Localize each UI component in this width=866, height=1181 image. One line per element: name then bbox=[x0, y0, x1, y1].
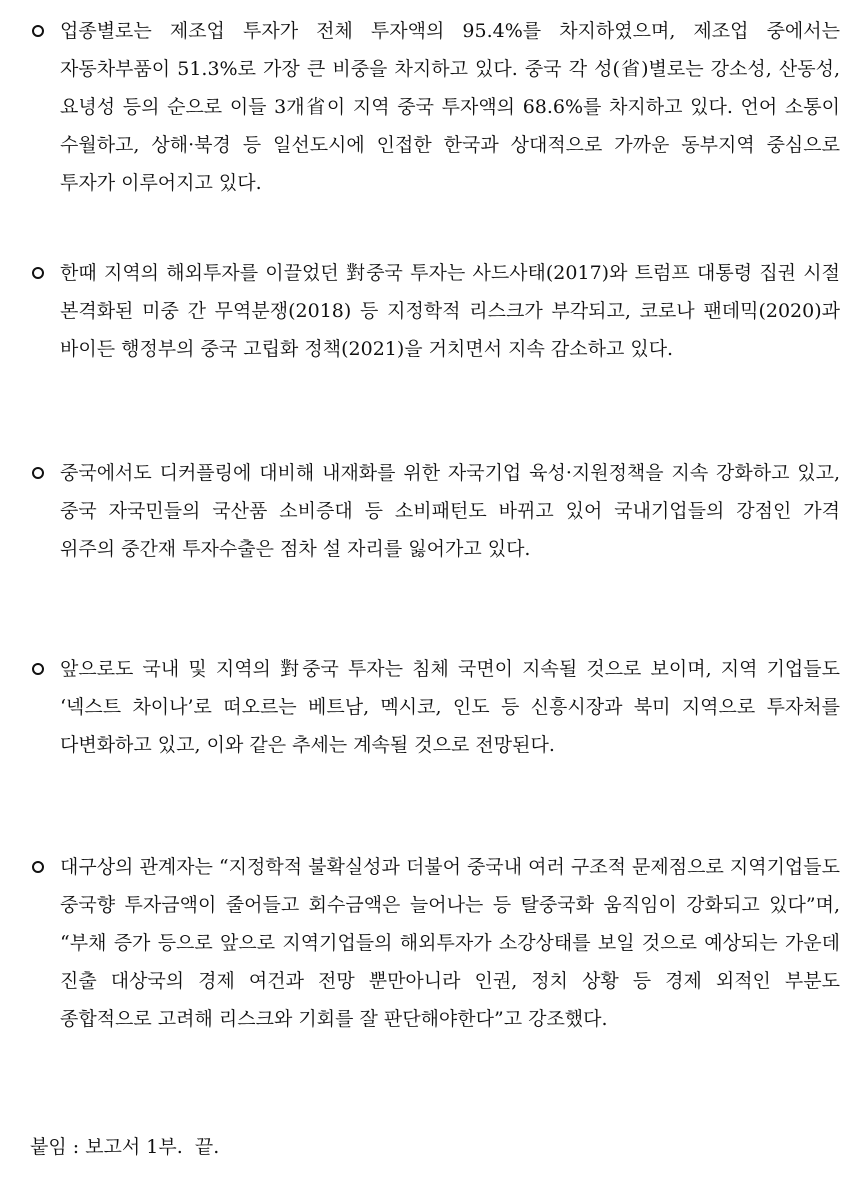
paragraph-text: 대구상의 관계자는 “지정학적 불확실성과 더불어 중국내 여러 구조적 문제점으로 지역기업들도 중국향 투자금액이 줄어들고 회수금액은 늘어나는 등 탈중국화 움직임이 강화되고 있다”며, “부채 증가 등으로 앞으로 지역기업들의 해외투자가 소강상태를 보일 것으로 예상되는 가운데 진출 대상국의 경제 여건과 전망 뿐만아니라 인권, 정치 상황 등 경제 외적인 부분도 종합적으로 고려해 리스크와 기회를 잘 판단해야한다”고 강조했다. bbox=[60, 856, 840, 1030]
paragraph-china-investment-decline bbox=[30, 254, 840, 368]
paragraph-industry-share bbox=[30, 12, 840, 202]
bullet-circle-icon bbox=[30, 848, 60, 886]
paragraph-text: 앞으로도 국내 및 지역의 對중국 투자는 침체 국면이 지속될 것으로 보이며, 지역 기업들도 ‘넥스트 차이나’로 떠오르는 베트남, 멕시코, 인도 등 신흥시장과 북미 지역으로 투자처를 다변화하고 있고, 이와 같은 추세는 계속될 것으로 전망된다. bbox=[60, 658, 840, 756]
paragraph-decoupling bbox=[30, 454, 840, 568]
paragraph-text: 중국에서도 디커플링에 대비해 내재화를 위한 자국기업 육성·지원정책을 지속 강화하고 있고, 중국 자국민들의 국산품 소비증대 등 소비패턴도 바뀌고 있어 국내기업들의 강점인 가격 위주의 중간재 투자수출은 점차 설 자리를 잃어가고 있다. bbox=[60, 462, 840, 560]
attachment-note: 붙임 : 보고서 1부. 끝. bbox=[30, 1136, 220, 1158]
paragraph-official-quote bbox=[30, 848, 840, 1038]
paragraph-text: 한때 지역의 해외투자를 이끌었던 對중국 투자는 사드사태(2017)와 트럼프 대통령 집권 시절 본격화된 미중 간 무역분쟁(2018) 등 지정학적 리스크가 부각되고, 코로나 팬데믹(2020)과 바이든 행정부의 중국 고립화 정책(2021)을 거치면서 지속 감소하고 있다. bbox=[60, 262, 840, 360]
bullet-circle-icon bbox=[30, 12, 60, 50]
paragraph-outlook bbox=[30, 650, 840, 764]
paragraph-text: 업종별로는 제조업 투자가 전체 투자액의 95.4%를 차지하였으며, 제조업 중에서는 자동차부품이 51.3%로 가장 큰 비중을 차지하고 있다. 중국 각 성(省)별로는 강소성, 산동성, 요녕성 등의 순으로 이들 3개省이 지역 중국 투자액의 68.6%를 차지하고 있다. 언어 소통이 수월하고, 상해·북경 등 일선도시에 인접한 한국과 상대적으로 가까운 동부지역 중심으로 투자가 이루어지고 있다. bbox=[60, 20, 840, 194]
bullet-circle-icon bbox=[30, 454, 60, 492]
bullet-circle-icon bbox=[30, 650, 60, 688]
bullet-circle-icon bbox=[30, 254, 60, 292]
